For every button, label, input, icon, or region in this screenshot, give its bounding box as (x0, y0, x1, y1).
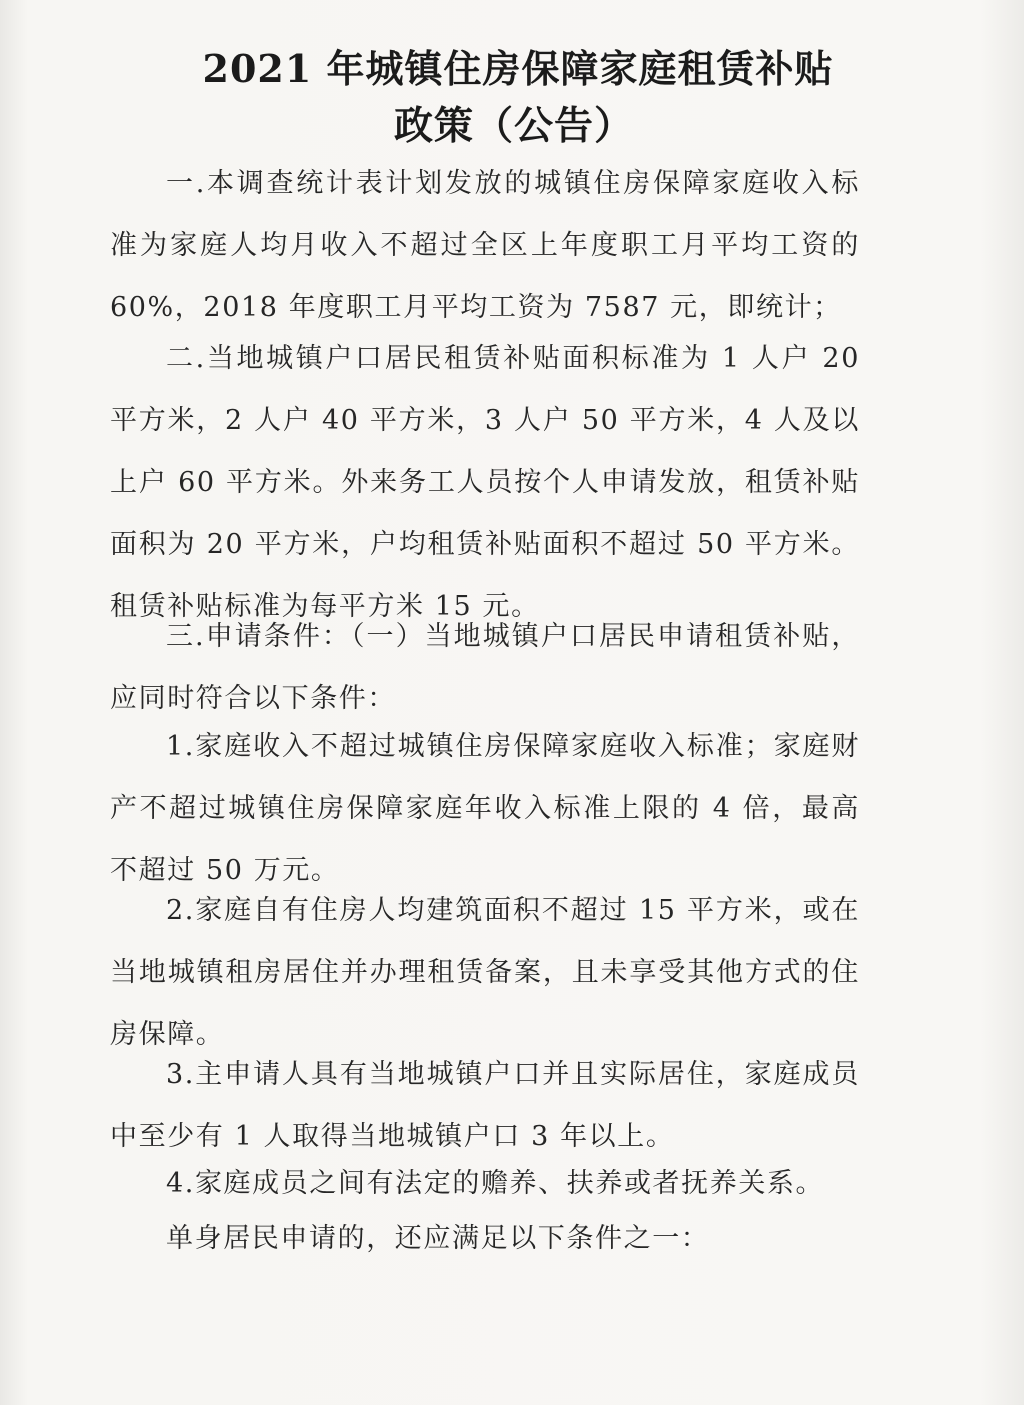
paragraph-single-residents: 单身居民申请的，还应满足以下条件之一： (166, 1223, 710, 1254)
paragraph-condition-1: 1.家庭收入不超过城镇住房保障家庭收入标准；家庭财产不超过城镇住房保障家庭年收入标准上限的 4 倍，最高不超过 50 万元。 (110, 731, 860, 886)
paragraph-condition-3: 3.主申请人具有当地城镇户口并且实际居住，家庭成员中至少有 1 人取得当地城镇户口 3 年以上。 (110, 1059, 860, 1152)
paragraph-condition-4: 4.家庭成员之间有法定的赡养、扶养或者抚养关系。 (166, 1168, 825, 1199)
document-title-line2: 政策（公告） (393, 103, 634, 149)
paragraph-application-conditions: 三.申请条件：（一）当地城镇户口居民申请租赁补贴，应同时符合以下条件： (110, 621, 860, 714)
paragraph-area-standard: 二.当地城镇户口居民租赁补贴面积标准为 1 人户 20 平方米，2 人户 40 平方米，3 人户 50 平方米，4 人及以上户 60 平方米。外来务工人员按个人申请发放，租赁补贴面积为 20 平方米，户均租赁补贴面积不超过 50 平方米。租赁补贴标准为每平方米 15 元。 (110, 343, 860, 622)
document-title-line1: 2021 年城镇住房保障家庭租赁补贴 (202, 46, 834, 91)
paragraph-condition-2: 2.家庭自有住房人均建筑面积不超过 15 平方米，或在当地城镇租房居住并办理租赁备案，且未享受其他方式的住房保障。 (110, 895, 860, 1050)
paragraph-income-standard: 一.本调查统计表计划发放的城镇住房保障家庭收入标准为家庭人均月收入不超过全区上年度职工月平均工资的 60%，2018 年度职工月平均工资为 7587 元，即统计； (110, 168, 860, 323)
